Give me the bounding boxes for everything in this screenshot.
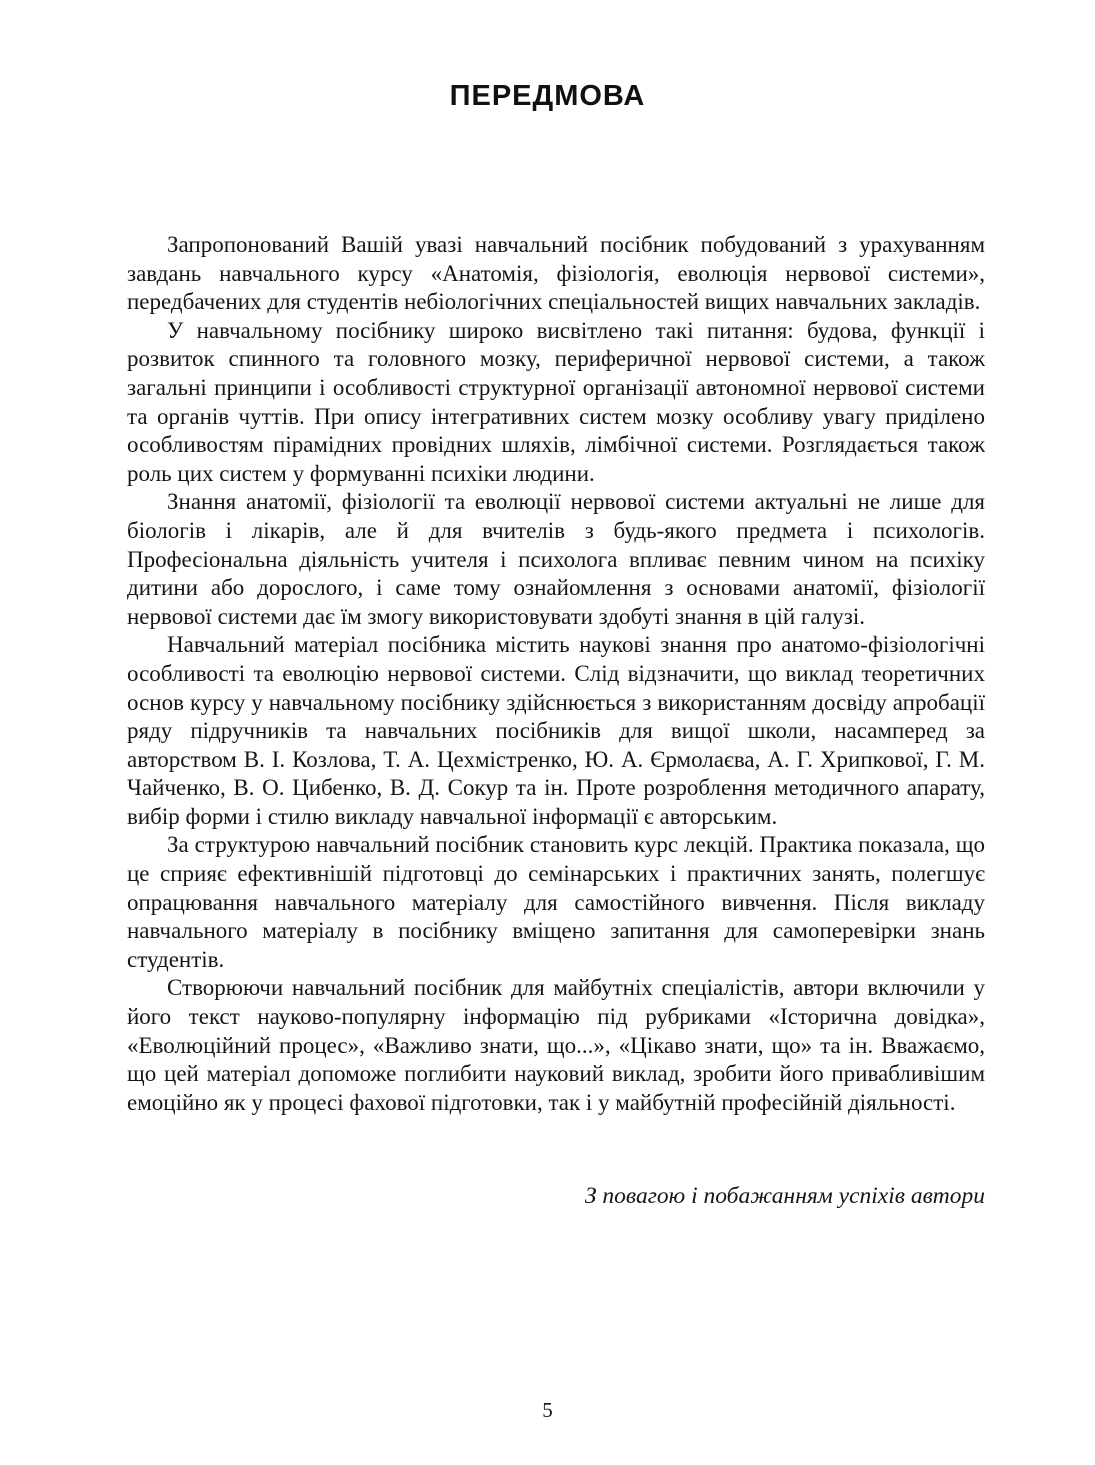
paragraph: Знання анатомії, фізіології та еволюції нервової системи актуальні не лише для біологів і лікарів, але й для вчителів з будь-якого предмета і психологів. Професіональна діяльність учителя і психолога впливає певним чином на психіку дитини або дорослого, і саме тому ознайомлення з основами анатомії, фізіології нервової системи дає їм змогу використовувати здобуті знання в цій галузі.: [127, 489, 985, 629]
paragraph: За структурою навчальний посібник становить курс лекцій. Практика показала, що це сприяє ефективнішій підготовці до семінарських і практичних занять, полегшує опрацювання навчального матеріалу для самостійного вивчення. Після викладу навчального матеріалу в посібнику вміщено запитання для самоперевірки знань студентів.: [127, 832, 985, 972]
paragraph: Навчальний матеріал посібника містить наукові знання про анатомо-фізіологічні особливості та еволюцію нервової системи. Слід відзначити, що виклад теоретичних основ курсу у навчальному посібнику здійснюється з використанням досвіду апробації ряду підручників та навчальних посібників для вищої школи, насамперед за авторством В. І. Козлова, Т. А. Цехмістренко, Ю. А. Єрмолаєва, А. Г. Хрипкової, Г. М. Чайченко, В. О. Цибенко, В. Д. Сокур та ін. Проте розроблення методичного апарату, вибір форми і стилю викладу навчальної інформації є авторським.: [127, 632, 985, 829]
signature-line: З повагою і побажанням успіхів автори: [584, 1183, 985, 1210]
paragraph: Створюючи навчальний посібник для майбутніх спеціалістів, автори включили у його текст науково-популярну інформацію під рубриками «Історична довідка», «Еволюційний процес», «Важливо знати, що...», «Цікаво знати, що» та ін. Вважаємо, що цей матеріал допоможе поглибити науковий виклад, зробити його привабливішим емоційно як у процесі фахової підготовки, так і у майбутній професійній діяльності.: [127, 975, 985, 1115]
page-title: ПЕРЕДМОВА: [449, 80, 646, 112]
body-text: [0, 231, 1095, 1117]
page-number: 5: [542, 1398, 553, 1422]
paragraph: У навчальному посібнику широко висвітлено такі питання: будова, функції і розвиток спинного та головного мозку, периферичної нервової системи, а також загальні принципи і особливості структурної організації автономної нервової системи та органів чуттів. При опису інтегративних систем мозку особливу увагу приділено особливостям пірамідних провідних шляхів, лімбічної системи. Розглядається також роль цих систем у формуванні психіки людини.: [127, 317, 985, 486]
paragraph: Запропонований Вашій увазі навчальний посібник побудований з урахуванням завдань навчального курсу «Анатомія, фізіологія, еволюція нервової системи», передбачених для студентів небіологічних спеціальностей вищих навчальних закладів.: [127, 232, 985, 315]
